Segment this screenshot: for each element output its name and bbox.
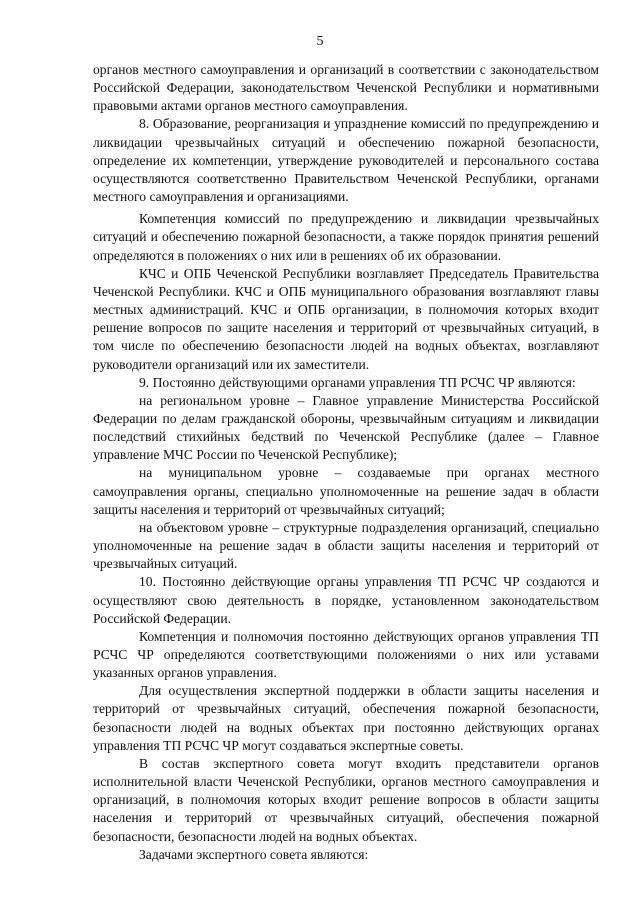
paragraph-regional-level: на региональном уровне – Главное управление Министерства Российской Федерации по делам гражданской обороны, чрезвычайным ситуациям и ликвидации последствий стихийных бедствий по Чеченской Республике (далее – Главное управление МЧС России по Чеченской Республике); xyxy=(93,392,599,463)
paragraph-commission-competence: Компетенция комиссий по предупреждению и ликвидации чрезвычайных ситуаций и обеспечению пожарной безопасности, а также порядок принятия решений определяются в положениях о них или в решениях об их образовании. xyxy=(93,211,599,263)
document-body xyxy=(93,61,599,864)
paragraph-item-9: 9. Постоянно действующими органами управления ТП РСЧС ЧР являются: xyxy=(139,374,576,390)
paragraph-item-10: 10. Постоянно действующие органы управления ТП РСЧС ЧР создаются и осуществляют свою деятельность в порядке, установленном законодательством Российской Федерации. xyxy=(93,574,599,626)
paragraph-authority-competence: Компетенция и полномочия постоянно действующих органов управления ТП РСЧС ЧР определяются соответствующими положениями о них или уставами указанных органов управления. xyxy=(93,628,599,681)
paragraph-object-level: на объектовом уровне – структурные подразделения организаций, специально уполномоченные на решение задач в области защиты населения и территорий от чрезвычайных ситуаций. xyxy=(93,519,599,572)
paragraph-expert-council-tasks: Задачами экспертного совета являются: xyxy=(139,846,369,862)
paragraph-continuation: органов местного самоуправления и организаций в соответствии с законодательством Российской Федерации, законодательством Чеченской Республики и нормативными правовыми актами органов местного самоуправления. xyxy=(93,62,599,114)
paragraph-expert-support: Для осуществления экспертной поддержки в области защиты населения и территорий от чрезвычайных ситуаций, обеспечения пожарной безопасности, безопасности людей на водных объектах при постоянно действующих органах управления ТП РСЧС ЧР могут создаваться экспертные советы. xyxy=(93,683,599,753)
paragraph-municipal-level: на муниципальном уровне – создаваемые при органах местного самоуправления органы, специально уполномоченные на решение задач в области защиты населения и территорий от чрезвычайных ситуаций; xyxy=(93,465,599,517)
paragraph-expert-council-composition: В состав экспертного совета могут входить представители органов исполнительной власти Чеченской Республики, органов местного самоуправления и организаций, в полномочия которых входит решение вопросов в области защиты населения и территорий от чрезвычайных ситуаций, обеспечения пожарной безопасности, безопасности людей на водных объектах. xyxy=(93,755,599,844)
paragraph-item-8: 8. Образование, реорганизация и упразднение комиссий по предупреждению и ликвидации чрезвычайных ситуаций и обеспечению пожарной безопасности, определение их компетенции, утверждение руководителей и персонального состава осуществляются соответственно Правительством Чеченской Республики, органами местного самоуправления и организациями. xyxy=(93,116,599,205)
paragraph-kchs-heads: КЧС и ОПБ Чеченской Республики возглавляет Председатель Правительства Чеченской Республики. КЧС и ОПБ муниципального образования возглавляют главы местных администраций. КЧС и ОПБ организации, в полномочия которых входит решение вопросов по защите населения и территорий от чрезвычайных ситуаций, в том числе по обеспечению безопасности людей на водных объектах, возглавляют руководители организаций или их заместители. xyxy=(93,265,599,372)
page-number: 5 xyxy=(316,34,324,49)
